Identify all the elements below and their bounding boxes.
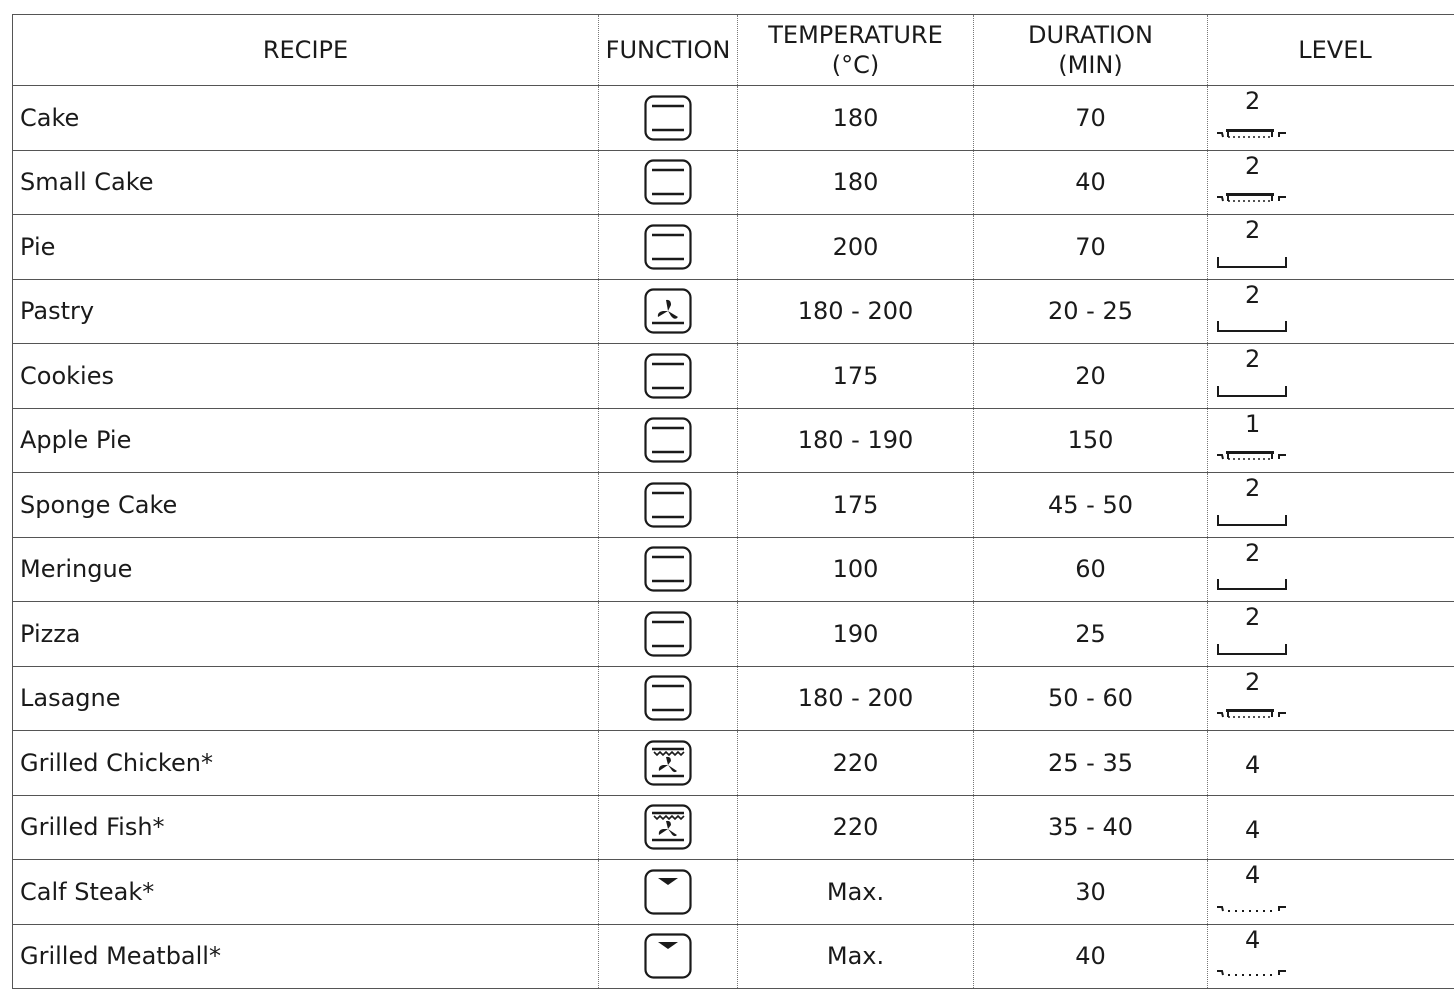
temperature-value: 220 <box>833 749 879 777</box>
recipe-cell <box>13 344 599 409</box>
duration-value: 20 - 25 <box>1048 297 1133 325</box>
function-cell <box>599 473 738 538</box>
function-cell <box>599 795 738 860</box>
recipe-cell <box>13 86 599 151</box>
tray-icon <box>1216 634 1288 662</box>
recipe-name: Lasagne <box>20 684 121 712</box>
duration-cell <box>974 215 1208 280</box>
header-recipe-label: RECIPE <box>263 36 348 64</box>
header-level-label: LEVEL <box>1298 36 1372 64</box>
fan-icon <box>644 288 692 334</box>
level-cell <box>1208 86 1454 151</box>
recipe-name: Sponge Cake <box>20 491 177 519</box>
function-cell <box>599 602 738 667</box>
recipe-name: Grilled Meatball* <box>20 942 221 970</box>
temperature-value: 175 <box>833 491 879 519</box>
table-row <box>13 602 1454 667</box>
header-temperature-unit: (°C) <box>832 51 879 79</box>
duration-cell <box>974 731 1208 796</box>
temperature-value: Max. <box>827 878 884 906</box>
level-value: 2 <box>1245 216 1260 244</box>
recipe-name: Meringue <box>20 555 132 583</box>
temperature-cell <box>738 150 974 215</box>
duration-value: 150 <box>1068 426 1114 454</box>
recipe-cell <box>13 666 599 731</box>
level-cell <box>1208 602 1454 667</box>
level-value: 2 <box>1245 668 1260 696</box>
level-value: 4 <box>1245 926 1260 954</box>
recipe-name: Small Cake <box>20 168 154 196</box>
temperature-value: 100 <box>833 555 879 583</box>
temperature-cell <box>738 731 974 796</box>
level-value: 2 <box>1245 345 1260 373</box>
temperature-cell <box>738 279 974 344</box>
recipe-cell <box>13 150 599 215</box>
header-duration-label: DURATION <box>1028 21 1153 49</box>
recipe-name: Pizza <box>20 620 81 648</box>
conventional-icon <box>644 353 692 399</box>
duration-value: 50 - 60 <box>1048 684 1133 712</box>
header-recipe <box>13 15 599 86</box>
duration-cell <box>974 86 1208 151</box>
header-temperature <box>738 15 974 86</box>
header-duration <box>974 15 1208 86</box>
duration-cell <box>974 279 1208 344</box>
table-row <box>13 473 1454 538</box>
table-row <box>13 795 1454 860</box>
conventional-icon <box>644 159 692 205</box>
duration-cell <box>974 795 1208 860</box>
table-row <box>13 215 1454 280</box>
level-value: 2 <box>1245 152 1260 180</box>
table-row <box>13 731 1454 796</box>
recipe-name: Grilled Chicken* <box>20 749 213 777</box>
duration-cell <box>974 473 1208 538</box>
recipe-name: Cake <box>20 104 79 132</box>
level-cell <box>1208 215 1454 280</box>
temperature-value: 180 - 200 <box>798 684 914 712</box>
duration-value: 25 <box>1075 620 1106 648</box>
level-cell <box>1208 537 1454 602</box>
table-row <box>13 537 1454 602</box>
tray-grid-icon <box>1216 182 1288 210</box>
tray-icon <box>1216 311 1288 339</box>
function-cell <box>599 860 738 925</box>
level-cell <box>1208 795 1454 860</box>
duration-cell <box>974 150 1208 215</box>
function-cell <box>599 408 738 473</box>
table-row <box>13 279 1454 344</box>
duration-cell <box>974 344 1208 409</box>
function-cell <box>599 731 738 796</box>
recipe-name: Cookies <box>20 362 114 390</box>
duration-value: 25 - 35 <box>1048 749 1133 777</box>
level-cell <box>1208 924 1454 989</box>
tray-grid-icon <box>1216 118 1288 146</box>
table-row <box>13 408 1454 473</box>
table-row <box>13 666 1454 731</box>
conventional-icon <box>644 224 692 270</box>
conventional-icon <box>644 611 692 657</box>
temperature-cell <box>738 795 974 860</box>
temperature-cell <box>738 924 974 989</box>
duration-value: 40 <box>1075 168 1106 196</box>
recipe-name: Grilled Fish* <box>20 813 165 841</box>
level-value: 4 <box>1245 751 1260 779</box>
duration-cell <box>974 666 1208 731</box>
recipe-cell <box>13 731 599 796</box>
duration-cell <box>974 537 1208 602</box>
level-cell <box>1208 860 1454 925</box>
duration-value: 60 <box>1075 555 1106 583</box>
level-cell <box>1208 731 1454 796</box>
recipe-name: Apple Pie <box>20 426 131 454</box>
tray-grid-icon <box>1216 698 1288 726</box>
temperature-value: 180 <box>833 104 879 132</box>
temperature-value: 180 <box>833 168 879 196</box>
function-cell <box>599 279 738 344</box>
duration-value: 40 <box>1075 942 1106 970</box>
tray-icon <box>1216 376 1288 404</box>
conventional-icon <box>644 482 692 528</box>
temperature-value: Max. <box>827 942 884 970</box>
duration-value: 30 <box>1075 878 1106 906</box>
recipe-cell <box>13 473 599 538</box>
level-value: 2 <box>1245 281 1260 309</box>
duration-cell <box>974 408 1208 473</box>
temperature-value: 220 <box>833 813 879 841</box>
level-value: 1 <box>1245 410 1260 438</box>
recipe-name: Pastry <box>20 297 94 325</box>
level-value: 2 <box>1245 539 1260 567</box>
temperature-cell <box>738 666 974 731</box>
temperature-value: 200 <box>833 233 879 261</box>
duration-cell <box>974 602 1208 667</box>
function-cell <box>599 537 738 602</box>
recipe-cell <box>13 537 599 602</box>
header-row <box>13 15 1454 86</box>
temperature-cell <box>738 344 974 409</box>
recipe-cell <box>13 860 599 925</box>
fan-grill-icon <box>644 740 692 786</box>
function-cell <box>599 215 738 280</box>
duration-value: 45 - 50 <box>1048 491 1133 519</box>
level-value: 4 <box>1245 861 1260 889</box>
table-row <box>13 86 1454 151</box>
tray-icon <box>1216 569 1288 597</box>
recipe-name: Pie <box>20 233 55 261</box>
level-cell <box>1208 150 1454 215</box>
temperature-cell <box>738 215 974 280</box>
temperature-value: 175 <box>833 362 879 390</box>
level-value: 2 <box>1245 474 1260 502</box>
table-row <box>13 150 1454 215</box>
duration-cell <box>974 860 1208 925</box>
level-cell <box>1208 408 1454 473</box>
duration-cell <box>974 924 1208 989</box>
header-function <box>599 15 738 86</box>
temperature-value: 190 <box>833 620 879 648</box>
recipe-cell <box>13 602 599 667</box>
temperature-cell <box>738 86 974 151</box>
function-cell <box>599 150 738 215</box>
level-cell <box>1208 666 1454 731</box>
tray-icon <box>1216 505 1288 533</box>
header-function-label: FUNCTION <box>606 36 731 64</box>
grill-icon <box>644 933 692 979</box>
duration-value: 70 <box>1075 233 1106 261</box>
function-cell <box>599 344 738 409</box>
recipe-cell <box>13 924 599 989</box>
temperature-value: 180 - 200 <box>798 297 914 325</box>
conventional-icon <box>644 675 692 721</box>
level-value: 2 <box>1245 87 1260 115</box>
conventional-icon <box>644 417 692 463</box>
table-row <box>13 344 1454 409</box>
recipe-name: Calf Steak* <box>20 878 154 906</box>
function-cell <box>599 924 738 989</box>
recipe-table <box>12 14 1454 989</box>
table-row <box>13 924 1454 989</box>
temperature-value: 180 - 190 <box>798 426 914 454</box>
grill-icon <box>644 869 692 915</box>
recipe-cell <box>13 215 599 280</box>
recipe-cell <box>13 795 599 860</box>
tray-icon <box>1216 247 1288 275</box>
level-value: 4 <box>1245 816 1260 844</box>
conventional-icon <box>644 546 692 592</box>
duration-value: 35 - 40 <box>1048 813 1133 841</box>
level-cell <box>1208 279 1454 344</box>
duration-value: 20 <box>1075 362 1106 390</box>
header-temperature-label: TEMPERATURE <box>768 21 943 49</box>
temperature-cell <box>738 537 974 602</box>
header-level <box>1208 15 1454 86</box>
duration-value: 70 <box>1075 104 1106 132</box>
level-cell <box>1208 344 1454 409</box>
header-duration-unit: (MIN) <box>1058 51 1122 79</box>
recipe-cell <box>13 408 599 473</box>
temperature-cell <box>738 408 974 473</box>
tray-grid-icon <box>1216 440 1288 468</box>
conventional-icon <box>644 95 692 141</box>
level-cell <box>1208 473 1454 538</box>
recipe-cell <box>13 279 599 344</box>
table-row <box>13 860 1454 925</box>
temperature-cell <box>738 860 974 925</box>
function-cell <box>599 86 738 151</box>
temperature-cell <box>738 473 974 538</box>
wire-rack-icon <box>1216 892 1288 920</box>
temperature-cell <box>738 602 974 667</box>
level-value: 2 <box>1245 603 1260 631</box>
fan-grill-icon <box>644 804 692 850</box>
function-cell <box>599 666 738 731</box>
